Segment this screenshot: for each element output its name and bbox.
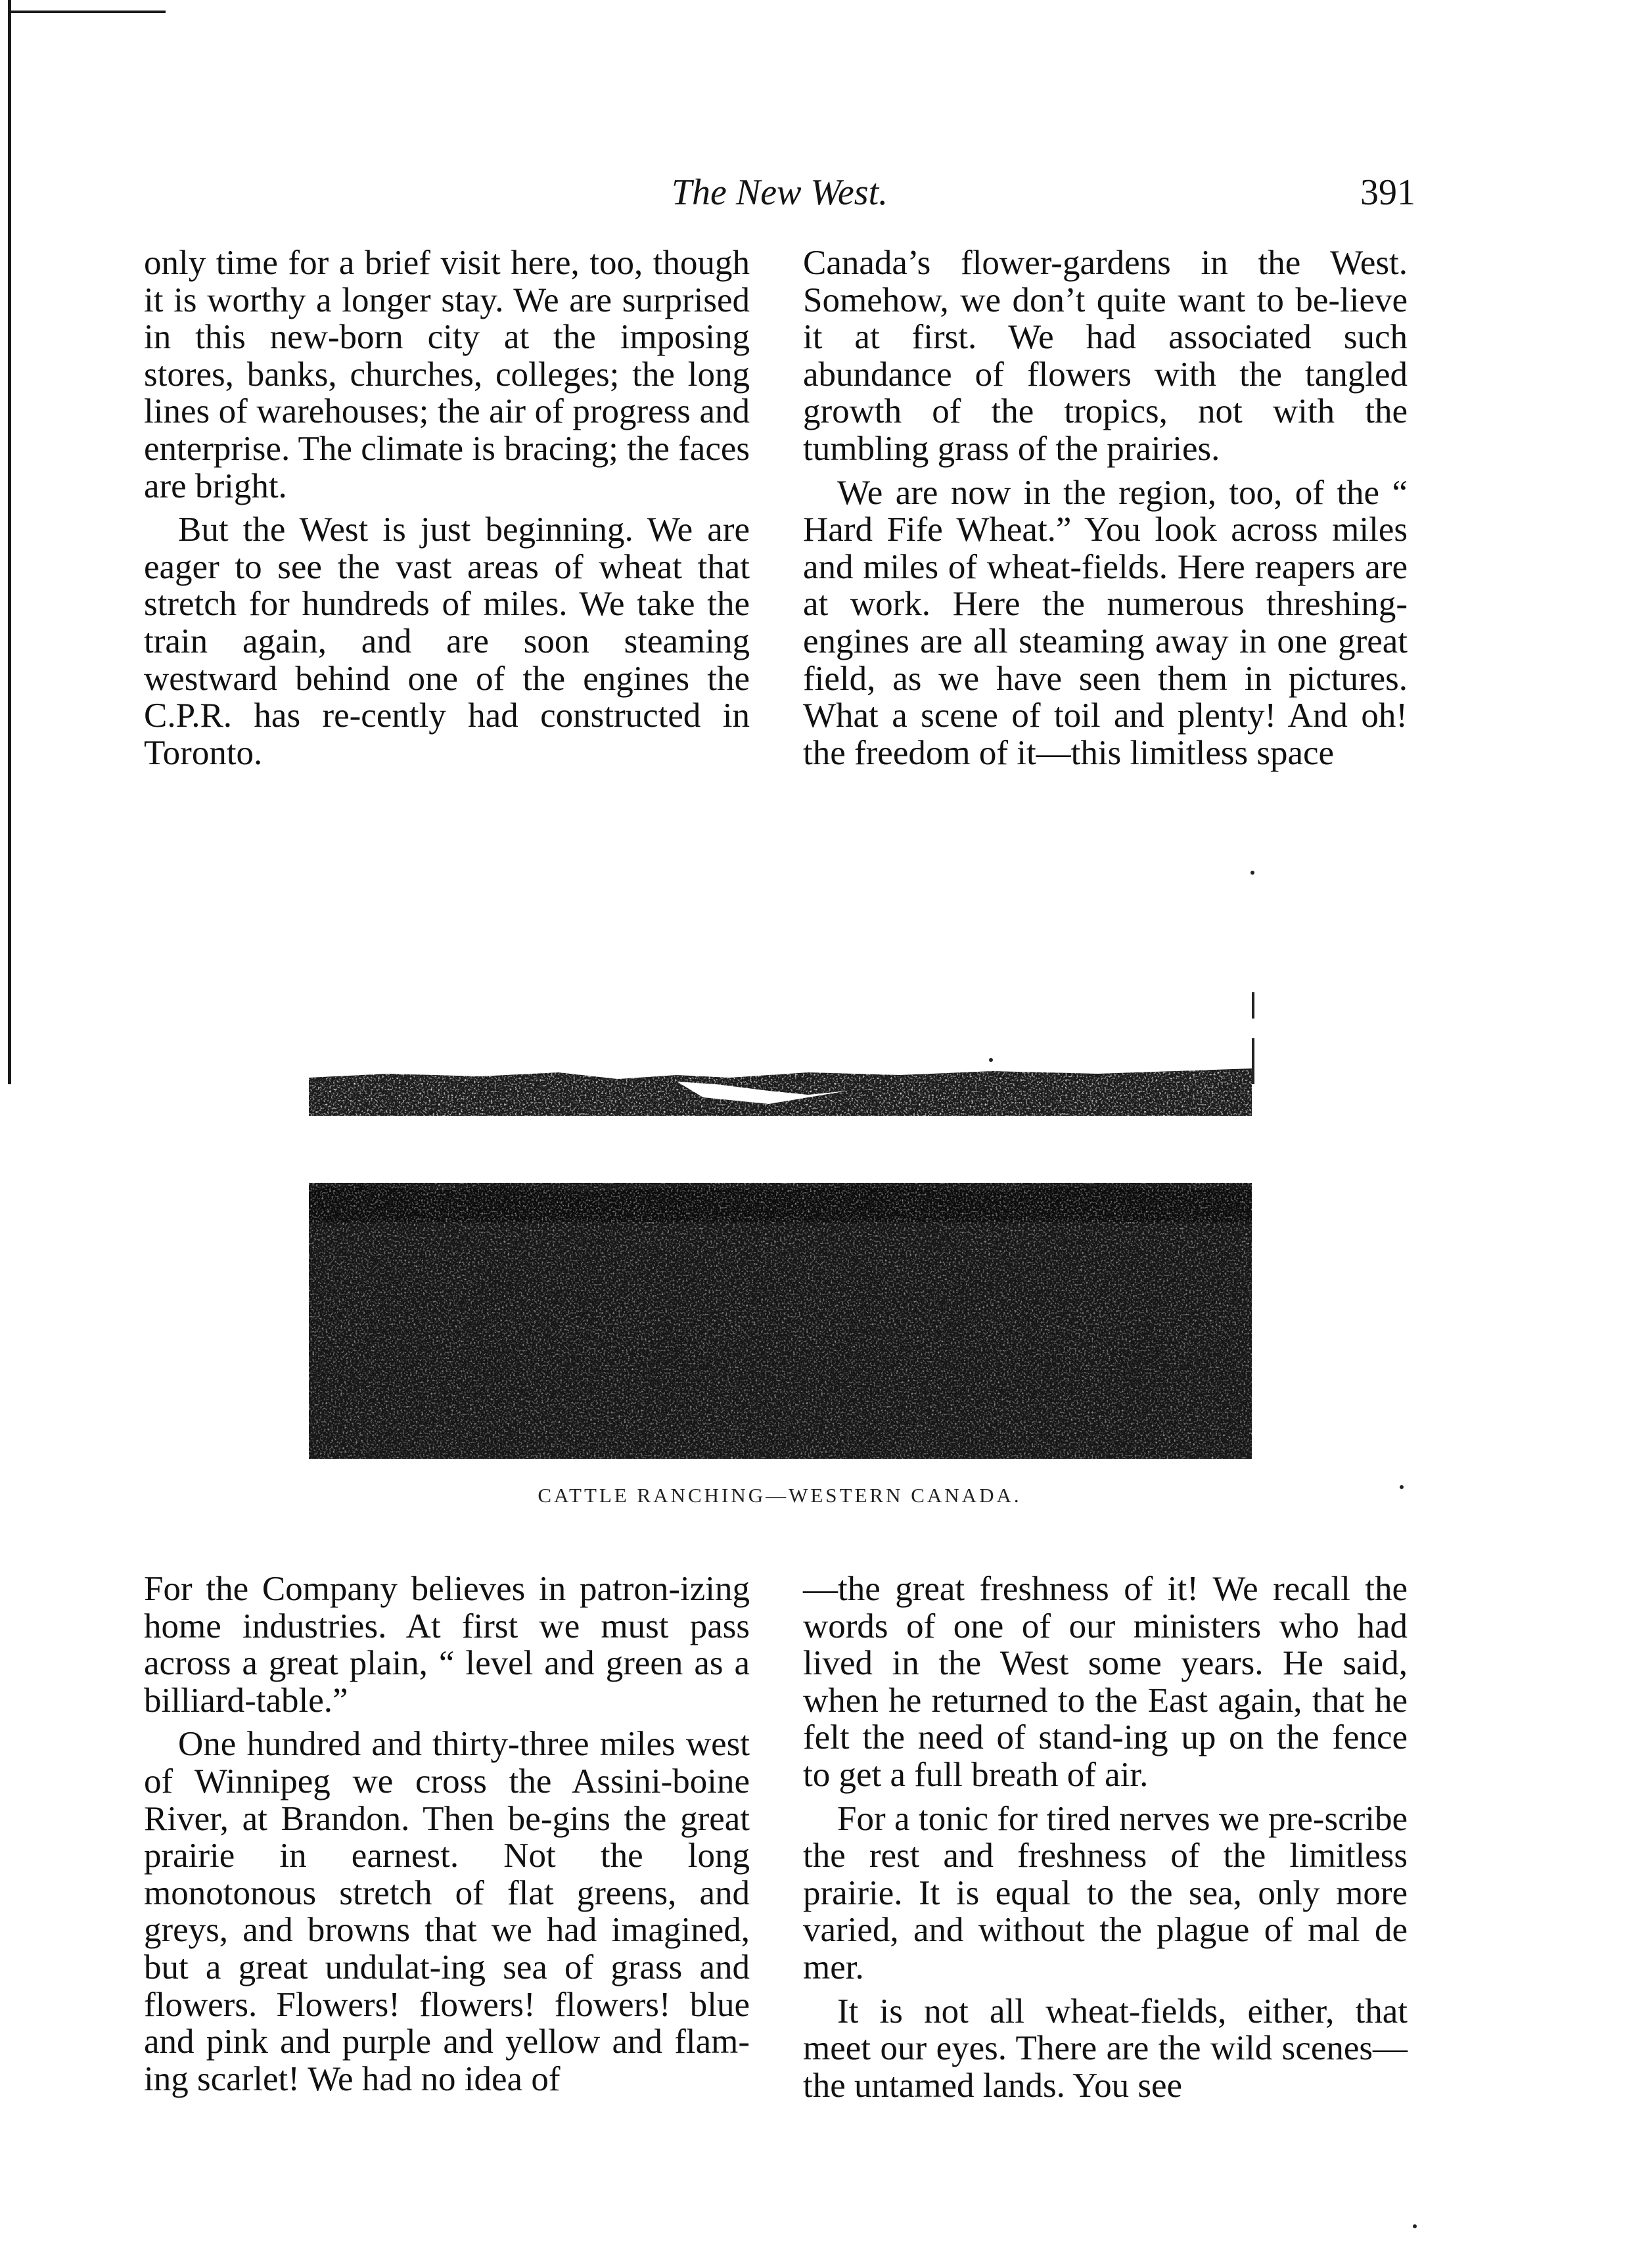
- page-number: 391: [1360, 172, 1415, 213]
- column-bottom-left: [144, 1571, 750, 2098]
- paragraph: But the West is just beginning. We are eager to see the vast areas of wheat that stretch for hundreds of miles. We take the train again, and are soon steaming westward behind one of the engines the C.P.R. has re-cently had constructed in Toronto.: [144, 511, 750, 772]
- paragraph: It is not all wheat-fields, either, that meet our eyes. There are the wild scenes—the untamed lands. You see: [803, 1992, 1408, 2105]
- column-top-left: [144, 244, 750, 771]
- paragraph: One hundred and thirty-three miles west of Winnipeg we cross the Assini-boine River, at Brandon. Then be-gins the great prairie in earnest. Not the long monotonous stretch of flat greens, and greys, and browns that we had imagined, but a great undulat-ing sea of grass and flowers. Flowers! flowers! flowers! blue and pink and purple and yellow and flam-ing scarlet! We had no idea of: [144, 1725, 750, 2098]
- cattle-ranching-photo: [309, 1065, 1252, 1459]
- paragraph: Canada’s flower-gardens in the West. Somehow, we don’t quite want to be-lieve it at first. We had associated such abundance of flowers with the tangled growth of the tropics, not with the tumbling grass of the prairies.: [803, 244, 1408, 468]
- running-head-title: The New West.: [671, 172, 888, 213]
- paragraph: only time for a brief visit here, too, though it is worthy a longer stay. We are surprised in this new-born city at the imposing stores, banks, churches, colleges; the long lines of warehouses; the air of progress and enterprise. The climate is bracing; the faces are bright.: [144, 244, 750, 505]
- column-bottom-right: [803, 1571, 1408, 2104]
- figure-caption: CATTLE RANCHING—WESTERN CANADA.: [538, 1484, 1022, 1507]
- paragraph: For a tonic for tired nerves we pre-scribe the rest and freshness of the limitless prairie. It is equal to the sea, only more varied, and without the plague of mal de mer.: [803, 1799, 1408, 1986]
- paragraph: —the great freshness of it! We recall the words of one of our ministers who had lived in the West some years. He said, when he returned to the East again, that he felt the need of stand-ing up on the fence to get a full breath of air.: [803, 1570, 1408, 1794]
- column-top-right: [803, 244, 1408, 771]
- paragraph: For the Company believes in patron-izing home industries. At first we must pass across a great plain, “ level and green as a billiard-table.”: [144, 1570, 750, 1720]
- running-head: [144, 163, 1415, 222]
- paragraph: We are now in the region, too, of the “ Hard Fife Wheat.” You look across miles and miles of wheat-fields. Here reapers are at work. Here the numerous threshing-engines are all steaming away in one great field, as we have seen them in pictures. What a scene of toil and plenty! And oh! the freedom of it—this limitless space: [803, 473, 1408, 772]
- page-edge-line: [8, 0, 11, 1084]
- page-edge-top: [8, 11, 166, 13]
